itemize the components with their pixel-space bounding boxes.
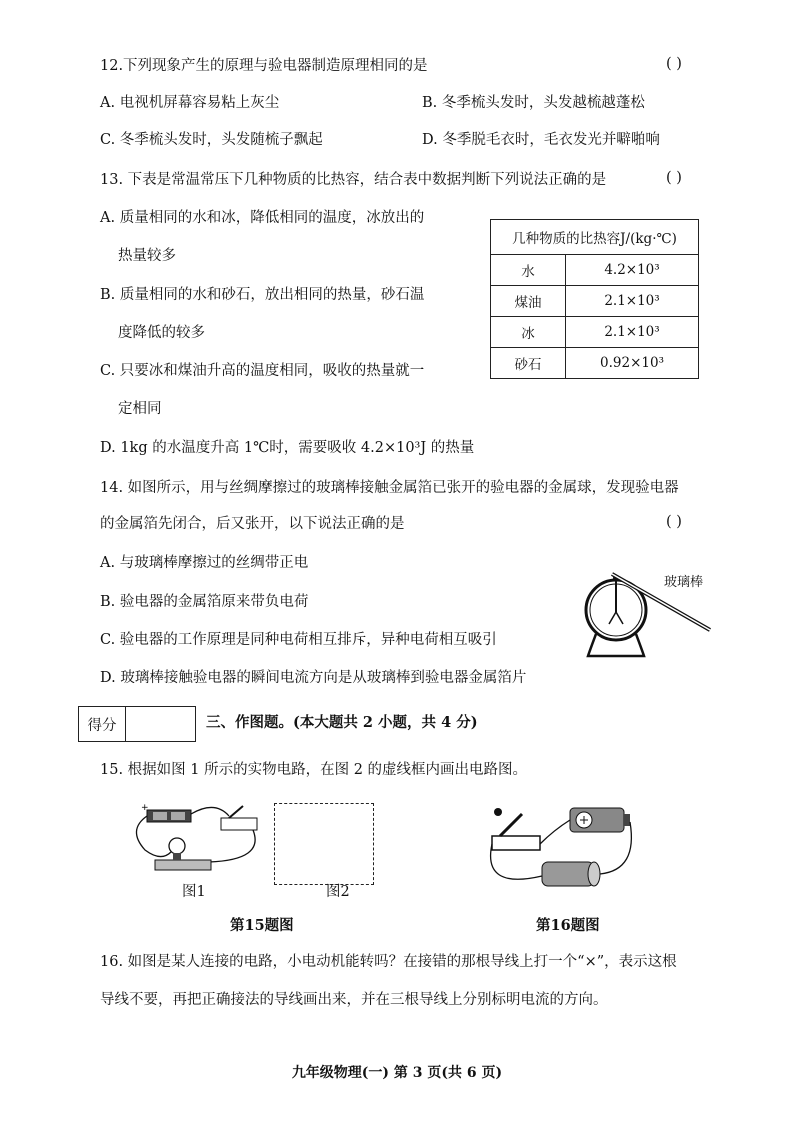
q13-option-d: D. 1kg 的水温度升高 1℃时，需要吸收 4.2×10³J 的热量 [100,440,475,456]
table-cell-substance: 煤油 [491,286,566,317]
q14-option-a: A. 与玻璃棒摩擦过的丝绸带正电 [100,555,309,571]
q13-option-b-line1: B. 质量相同的水和砂石，放出相同的热量，砂石温 [100,287,425,303]
table-cell-substance: 水 [491,255,566,286]
page-footer: 九年级物理(一) 第 3 页(共 6 页) [291,1065,503,1081]
q12-stem: 12.下列现象产生的原理与验电器制造原理相同的是 [100,58,428,74]
table-row [491,286,699,317]
q15-fig1-label: 图1 [182,884,206,900]
q16-stem-line1: 16. 如图是某人连接的电路，小电动机能转吗？在接错的那根导线上打一个“×”，表示这根 [100,954,677,970]
q13-option-c-line2: 定相同 [118,401,162,417]
glass-rod-label: 玻璃棒 [664,575,704,590]
q16-stem-line2: 导线不要，再把正确接法的导线画出来，并在三根导线上分别标明电流的方向。 [100,992,608,1008]
table-cell-value: 2.1×10³ [566,286,699,317]
score-box [78,706,196,742]
table-cell-substance: 砂石 [491,348,566,379]
q13-stem: 13. 下表是常温常压下几种物质的比热容，结合表中数据判断下列说法正确的是 [100,172,607,188]
q13-option-a-line1: A. 质量相同的水和冰，降低相同的温度，冰放出的 [100,210,425,226]
score-blank[interactable] [126,707,195,741]
q14-answer-paren: ( ) [666,514,682,530]
table-row [491,348,699,379]
q16-circuit-figure [482,800,642,900]
table-header: 几种物质的比热容J/(kg·℃) [491,220,699,255]
q14-stem-line2: 的金属箔先闭合，后又张开，以下说法正确的是 [100,516,405,532]
table-row [491,317,699,348]
q15-fig2-label: 图2 [326,884,350,900]
q15-stem: 15. 根据如图 1 所示的实物电路，在图 2 的虚线框内画出电路图。 [100,762,528,778]
q15-caption: 第15题图 [230,917,294,934]
q12-option-d: D. 冬季脱毛衣时，毛衣发光并噼啪响 [422,132,660,148]
q14-option-c: C. 验电器的工作原理是同种电荷相互排斥，异种电荷相互吸引 [100,632,497,648]
table-cell-value: 4.2×10³ [566,255,699,286]
table-cell-value: 0.92×10³ [566,348,699,379]
q14-stem-line1: 14. 如图所示，用与丝绸摩擦过的玻璃棒接触金属箔已张开的验电器的金属球，发现验电器 [100,480,679,496]
q12-option-c: C. 冬季梳头发时，头发随梳子飘起 [100,132,323,148]
q16-caption: 第16题图 [536,917,600,934]
q15-answer-dashed-box[interactable] [274,803,374,885]
q14-option-b: B. 验电器的金属箔原来带负电荷 [100,594,309,610]
svg-text:+: + [141,803,149,813]
table-cell-substance: 冰 [491,317,566,348]
q14-option-d: D. 玻璃棒接触验电器的瞬间电流方向是从玻璃棒到验电器金属箔片 [100,670,527,686]
q12-option-a: A. 电视机屏幕容易粘上灰尘 [100,95,280,111]
q13-option-b-line2: 度降低的较多 [118,325,205,341]
q15-real-circuit-figure [125,800,275,880]
section-title: 三、作图题。(本大题共 2 小题，共 4 分) [206,714,478,731]
table-row [491,255,699,286]
q12-option-b: B. 冬季梳头发时，头发越梳越蓬松 [422,95,645,111]
q13-option-a-line2: 热量较多 [118,248,176,264]
q13-option-c-line1: C. 只要冰和煤油升高的温度相同，吸收的热量就一 [100,363,425,379]
q12-answer-paren: ( ) [666,56,682,72]
score-label: 得分 [79,707,126,741]
table-cell-value: 2.1×10³ [566,317,699,348]
q13-answer-paren: ( ) [666,170,682,186]
specific-heat-table [490,219,699,379]
